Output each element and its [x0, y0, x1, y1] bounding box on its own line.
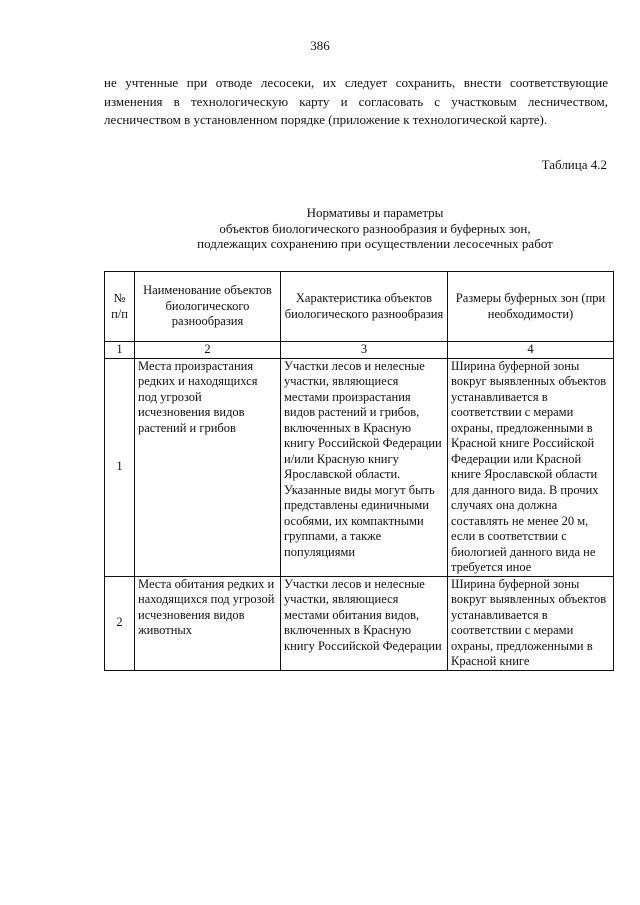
row-number: 2: [105, 576, 135, 670]
table-label: Таблица 4.2: [541, 157, 607, 172]
header-object-name: Наименование объектов биологического разнообразия: [135, 272, 281, 342]
table-title-line-1: Нормативы и параметры: [306, 205, 444, 220]
table-row: [105, 358, 614, 576]
header-characteristic: Характеристика объектов биологического разнообразия: [281, 272, 448, 342]
column-number-row: [105, 342, 614, 359]
column-number: 4: [448, 342, 614, 359]
intro-paragraph: не учтенные при отводе лесосеки, их следует сохранить, внести соответствующие изменения в технологическую карту и согласовать с участковым лесничеством, лесничеством в установленном порядке (приложение к технологической карте).: [104, 75, 608, 127]
characteristic-cell: Участки лесов и нелесные участки, являющиеся местами обитания видов, включенных в Красную книгу Российской Федерации: [281, 576, 448, 670]
column-number: 2: [135, 342, 281, 359]
table-title-line-3: подлежащих сохранению при осуществлении лесосечных работ: [197, 236, 553, 251]
object-name-cell: Места обитания редких и находящихся под угрозой исчезновения видов животных: [135, 576, 281, 670]
column-number: 3: [281, 342, 448, 359]
norms-table: [104, 271, 614, 671]
header-buffer-size: Размеры буферных зон (при необходимости): [448, 272, 614, 342]
buffer-size-cell: Ширина буферной зоны вокруг выявленных объектов устанавливается в соответствии с мерами охраны, предложенными в Красной книге Российской Федерации или Красной книге Ярославской области для данного вида. В прочих случаях она должна составлять не менее 20 м, если в соответствии с биологией данного вида не требуется иное: [448, 358, 614, 576]
column-number: 1: [105, 342, 135, 359]
object-name-cell: Места произрастания редких и находящихся под угрозой исчезновения видов растений и грибов: [135, 358, 281, 576]
table-title-line-2: объектов биологического разнообразия и буферных зон,: [219, 220, 531, 236]
buffer-size-cell: Ширина буферной зоны вокруг выявленных объектов устанавливается в соответствии с мерами охраны, предложенными в Красной книге: [448, 576, 614, 670]
table-row: [105, 576, 614, 670]
table-header-row: [105, 272, 614, 342]
table-title: [150, 205, 600, 252]
header-number: № п/п: [105, 272, 135, 342]
row-number: 1: [105, 358, 135, 576]
characteristic-cell: Участки лесов и нелесные участки, являющиеся местами произрастания видов растений и грибов, включенных в Красную книгу Российской Федерации и/или Красную книгу Ярославской области. Указанные виды могут быть представлены единичными особями, их компактными группами, а также популяциями: [281, 358, 448, 576]
page-number: 386: [310, 38, 330, 53]
